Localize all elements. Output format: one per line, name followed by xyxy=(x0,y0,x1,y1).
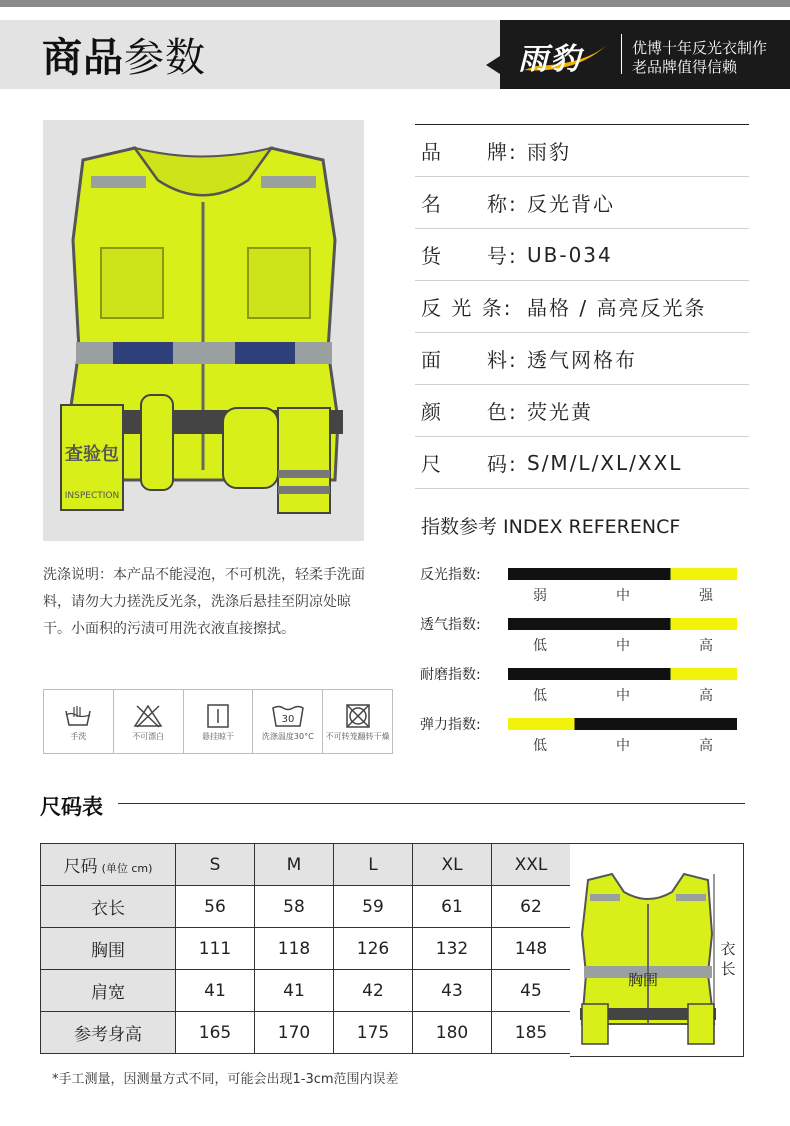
care-item xyxy=(323,690,392,753)
spec-key: 品 牌: xyxy=(421,140,518,164)
spec-key: 名 称: xyxy=(421,192,518,216)
size-header-cell: M xyxy=(255,844,334,886)
size-header-row xyxy=(41,844,571,886)
size-cell: 62 xyxy=(492,886,571,928)
title-bold: 商品 xyxy=(42,35,124,81)
size-row-name: 参考身高 xyxy=(41,1012,176,1054)
spec-row-color xyxy=(415,384,749,436)
slogan-line-1: 优博十年反光衣制作 xyxy=(632,39,768,57)
index-tick: 低 xyxy=(533,738,547,754)
size-header-unit: (单位 cm) xyxy=(101,862,153,875)
size-cell: 185 xyxy=(492,1012,571,1054)
size-diagram xyxy=(570,843,744,1057)
care-label: 悬挂晾干 xyxy=(201,731,234,741)
spec-list xyxy=(415,124,749,489)
size-cell: 170 xyxy=(255,1012,334,1054)
size-table xyxy=(40,843,571,1054)
no-bleach-icon xyxy=(133,703,163,729)
vest-illustration xyxy=(43,120,364,541)
size-cell: 175 xyxy=(334,1012,413,1054)
index-tick: 低 xyxy=(533,688,547,704)
spec-value: UB-034 xyxy=(527,242,613,267)
product-photo xyxy=(43,120,364,541)
index-tick: 中 xyxy=(616,738,630,754)
size-cell: 148 xyxy=(492,928,571,970)
index-label: 耐磨指数: xyxy=(420,667,481,683)
index-tick: 中 xyxy=(616,588,630,604)
pouch-label: 查验包 xyxy=(65,444,119,465)
wash-temp: 30 xyxy=(281,713,295,725)
size-cell: 41 xyxy=(255,970,334,1012)
pouch-sub-label: INSPECTION xyxy=(64,491,120,501)
size-cell: 59 xyxy=(334,886,413,928)
spec-value: 反光背心 xyxy=(527,192,615,216)
size-cell: 132 xyxy=(413,928,492,970)
size-row-length xyxy=(41,886,571,928)
index-bar xyxy=(508,568,737,580)
spec-key: 反 光 条: xyxy=(421,296,513,320)
top-divider xyxy=(0,0,790,7)
index-ticks xyxy=(520,735,726,755)
page-title xyxy=(42,26,206,83)
size-cell: 118 xyxy=(255,928,334,970)
size-cell: 61 xyxy=(413,886,492,928)
size-cell: 42 xyxy=(334,970,413,1012)
care-item xyxy=(184,690,254,753)
diagram-length-label-2: 长 xyxy=(720,960,736,978)
size-header-cell: XXL xyxy=(492,844,571,886)
care-label: 洗涤温度30°C xyxy=(261,731,314,741)
hang-dry-icon xyxy=(203,703,233,729)
care-item xyxy=(253,690,323,753)
index-ticks xyxy=(520,685,726,705)
spec-row-sku xyxy=(415,228,749,280)
index-tick: 强 xyxy=(699,588,713,604)
index-tick: 高 xyxy=(699,688,713,704)
hand-wash-icon xyxy=(63,703,93,729)
size-header-text: 尺码 xyxy=(63,857,98,877)
care-label: 不可漂白 xyxy=(132,731,165,741)
index-label: 反光指数: xyxy=(420,567,481,583)
size-row-name: 肩宽 xyxy=(41,970,176,1012)
slogan-line-2: 老品牌值得信赖 xyxy=(632,58,738,76)
index-bar xyxy=(508,668,737,680)
size-header-cell: L xyxy=(334,844,413,886)
size-row-name: 胸围 xyxy=(41,928,176,970)
brand-tab xyxy=(486,56,500,74)
no-tumble-dry-icon xyxy=(343,703,373,729)
index-bar xyxy=(508,618,737,630)
spec-value: 雨豹 xyxy=(527,140,571,164)
diagram-length-label-1: 衣 xyxy=(720,940,736,958)
size-cell: 45 xyxy=(492,970,571,1012)
spec-value: 荧光黄 xyxy=(527,400,593,424)
care-label: 不可转笼翻转干燥 xyxy=(325,731,390,741)
index-tick: 低 xyxy=(533,638,547,654)
spec-value: S/M/L/XL/XXL xyxy=(527,450,683,475)
size-header-cell: XL xyxy=(413,844,492,886)
index-tick: 中 xyxy=(616,688,630,704)
size-cell: 111 xyxy=(176,928,255,970)
size-cell: 41 xyxy=(176,970,255,1012)
size-chart-title: 尺码表 xyxy=(40,795,103,819)
index-ticks xyxy=(520,635,726,655)
vest-diagram xyxy=(570,844,744,1058)
index-tick: 高 xyxy=(699,638,713,654)
size-header-cell: S xyxy=(176,844,255,886)
spec-row-reflective xyxy=(415,280,749,332)
index-label: 弹力指数: xyxy=(420,717,481,733)
brand-name: 雨豹 xyxy=(518,42,582,77)
size-row-chest xyxy=(41,928,571,970)
size-cell: 126 xyxy=(334,928,413,970)
care-label: 手洗 xyxy=(70,731,87,741)
spec-key: 货 号: xyxy=(421,244,518,268)
index-ticks xyxy=(520,585,726,605)
size-row-name: 衣长 xyxy=(41,886,176,928)
size-chart-divider xyxy=(118,803,745,804)
care-item xyxy=(44,690,114,753)
size-row-shoulder xyxy=(41,970,571,1012)
spec-row-fabric xyxy=(415,332,749,384)
size-header-label xyxy=(41,844,176,886)
spec-key: 颜 色: xyxy=(421,400,518,424)
care-item xyxy=(114,690,184,753)
index-tick: 中 xyxy=(616,638,630,654)
spec-row-brand xyxy=(415,124,749,176)
size-cell: 58 xyxy=(255,886,334,928)
index-tick: 高 xyxy=(699,738,713,754)
size-row-height xyxy=(41,1012,571,1054)
title-light: 参数 xyxy=(124,35,206,81)
wash-30-icon xyxy=(271,703,305,729)
spec-value: 晶格 / 高亮反光条 xyxy=(527,296,707,320)
index-title: 指数参考 INDEX REFERENCF xyxy=(421,516,681,538)
index-bar xyxy=(508,718,737,730)
spec-row-size xyxy=(415,436,749,489)
size-cell: 56 xyxy=(176,886,255,928)
index-tick: 弱 xyxy=(533,588,547,604)
index-label: 透气指数: xyxy=(420,617,481,633)
spec-row-name xyxy=(415,176,749,228)
spec-key: 尺 码: xyxy=(421,452,518,476)
size-note: *手工测量，因测量方式不同，可能会出现1-3cm范围内误差 xyxy=(52,1072,399,1087)
care-instructions: 洗涤说明：本产品不能浸泡，不可机洗，轻柔手洗面料，请勿大力搓洗反光条，洗涤后悬挂至阴凉处晾干。小面积的污渍可用洗衣液直接擦拭。 xyxy=(43,567,365,637)
size-cell: 43 xyxy=(413,970,492,1012)
spec-key: 面 料: xyxy=(421,348,518,372)
size-cell: 165 xyxy=(176,1012,255,1054)
spec-value: 透气网格布 xyxy=(527,348,637,372)
care-icon-strip xyxy=(43,689,393,754)
diagram-chest-label: 胸围 xyxy=(628,971,659,989)
brand-separator xyxy=(621,34,622,74)
size-cell: 180 xyxy=(413,1012,492,1054)
